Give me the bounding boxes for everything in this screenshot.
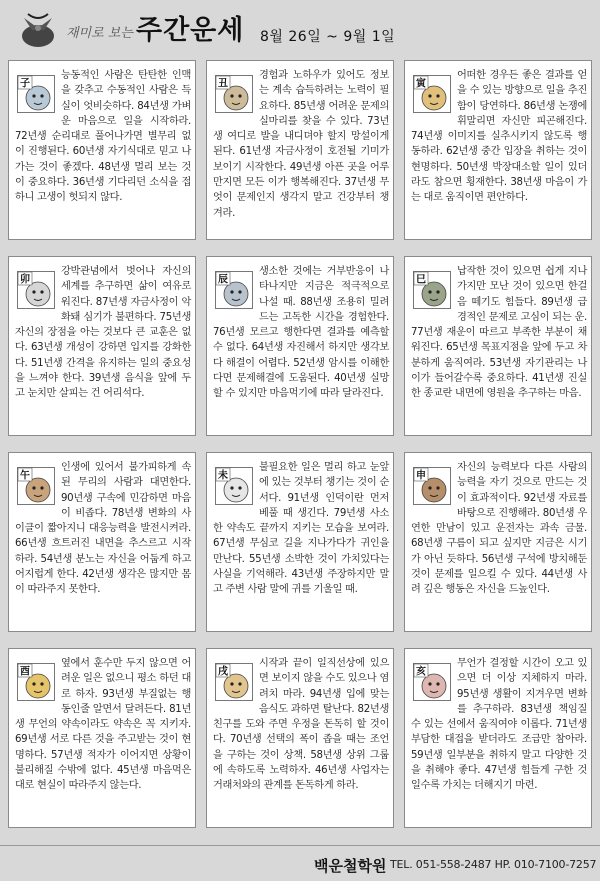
fortune-text: [15, 68, 191, 206]
fortune-card-tiger: [404, 60, 592, 240]
header: [0, 0, 600, 58]
fortune-pouch-icon: [14, 6, 62, 50]
fortune-text: [411, 264, 587, 402]
fortune-body: 생소한 것에는 거부반응이 나타나지만 지금은 적극적으로 나설 때. 88년생 조용히 밀려드는 고독한 시간을 경험한다. 76년생 모르고 행한다면 결과를 예측할 수 없다. 64년생 자진해서 하지만 생각보다 해결이 어렵다. 52년생 암시를 이해한다면 문제해결에 도움된다. 40년생 실망할 수 있지만 마음먹기에 따라 달라진다.: [213, 266, 389, 400]
footer-contact: TEL. 051-558-2487 HP. 010-7100-7257: [390, 858, 597, 871]
fortune-card-snake: [404, 256, 592, 436]
zodiac-label: 未: [218, 470, 228, 482]
zodiac-label: 丑: [218, 78, 228, 90]
fortune-card-rat: [8, 60, 196, 240]
fortune-body: 납작한 것이 있으면 쉽게 지나가지만 모난 것이 있으면 한걸음 떼기도 힘들다. 89년생 급경적인 문제로 고심이 되는 운. 77년생 재운이 따르고 부족한 부분이 채워진다. 65년생 목표지점을 앞에 두고 차분하게 움직여라. 53년생 자기관리는 나이가 들어갈수록 중요하다. 41년생 진실한 종교란 내면에 영원을 추구하는 마음.: [411, 266, 587, 400]
fortune-card-rabbit: [8, 256, 196, 436]
fortune-text: [411, 656, 587, 794]
fortune-text: [213, 264, 389, 402]
fortune-text: [213, 68, 389, 221]
fortune-body: 강박관념에서 벗어나 자신의 세계를 추구하면 삶이 여유로워진다. 87년생 자금사정이 악화돼 심기가 불편하다. 75년생 자신의 장점을 아는 것보다 큰 교훈은 없다. 63년생 개성이 강하면 입지를 강화한다. 51년생 간격을 유지하는 일의 중요성을 느껴야 한다. 39년생 음식을 앞에 두고 눈치만 살피는 건 어리석다.: [15, 266, 191, 400]
fortune-body: 옆에서 훈수만 두지 않으면 어려운 일은 없으니 평소 하던 대로 하자. 93년생 부질없는 행동인줄 알면서 달려든다. 81년생 무언의 약속이라도 약속은 꼭 지키자. 69년생 서로 다른 것을 주고받는 것이 현명하다. 57년생 적자가 이어지면 상황이 불리해질 수밖에 없다. 45년생 마음먹은 대로 현실이 따라주지 않는다.: [15, 658, 191, 792]
fortune-card-sheep: [206, 452, 394, 632]
fortune-text: [411, 460, 587, 598]
fortune-body: 자신의 능력보다 다른 사람의 능력을 자기 것으로 만드는 것이 효과적이다. 92년생 자료를 바탕으로 진행해라. 80년생 우연한 만남이 있고 운전자는 과속 금물. 68년생 구름이 되고 싶지만 지금은 시기가 아닌 듯하다. 56년생 구석에 방치해둔 것이 문제를 일으킬 수 있다. 44년생 사려 깊은 행동은 자신을 드높인다.: [411, 462, 587, 596]
fortune-card-dragon: [206, 256, 394, 436]
fortune-body: 인생에 있어서 불가피하게 속된 무리의 사람과 대면한다. 90년생 구속에 민감하면 마음이 비좁다. 78년생 변화의 사이클이 짧아지니 대응능력을 발전시켜라. 66년생 흐트러진 내면을 추스르고 시작하라. 54년생 분노는 자신을 어둡게 하고 어지럽게 한다. 42년생 생각은 많지만 몸이 따라주지 못한다.: [15, 462, 191, 596]
fortune-body: 경험과 노하우가 있어도 정보는 계속 습득하려는 노력이 필요하다. 85년생 어려운 문제의 실마리를 찾을 수 있다. 73년생 여디로 발을 내디뎌야 할지 망설이게 된다. 61년생 자금사정이 호전될 기미가 보이기 시작한다. 49년생 아픈 곳을 어루만지면 모든 이가 행복해진다. 37년생 무엇이 문제인지 생각지 말고 건강부터 챙겨라.: [213, 70, 389, 219]
header-subtitle: 재미로 보는: [66, 26, 133, 41]
zodiac-label: 酉: [20, 666, 30, 678]
footer-divider: [0, 845, 600, 846]
zodiac-label: 亥: [416, 666, 426, 678]
zodiac-label: 戌: [218, 666, 228, 678]
zodiac-label: 午: [20, 470, 30, 482]
zodiac-label: 寅: [416, 78, 426, 90]
zodiac-label: 辰: [218, 274, 228, 286]
fortune-body: 불필요한 일은 멀리 하고 눈앞에 있는 것부터 챙기는 것이 순서다. 91년생 인덕이란 먼저 베풀 때 생긴다. 79년생 사소한 약속도 끝까지 지키는 모습을 보여라. 67년생 무심코 길을 지나가다가 귀인을 만난다. 55년생 소박한 것이 가치있다는 사실을 기억해라. 43년생 주장하지만 말고 주변 사람 말에 귀를 기울일 때.: [213, 462, 389, 596]
zodiac-label: 子: [20, 78, 30, 90]
fortune-card-monkey: [404, 452, 592, 632]
fortune-body: 무언가 결정할 시간이 오고 있으면 더 이상 지체하지 마라. 95년생 생활이 지겨우면 변화를 추구하라. 83년생 책임질 수 있는 선에서 움직여야 이롭다. 71년생 부담한 대접을 받더라도 조급만 참아라. 59년생 일부분을 취하지 말고 다양한 것을 취해야 좋다. 47년생 힘들게 구한 것일수록 가치는 더해지기 마련.: [411, 658, 587, 792]
fortune-text: [213, 656, 389, 794]
fortune-body: 능동적인 사람은 탄탄한 인맥을 갖추고 수동적인 사람은 득실이 엇비슷하다. 84년생 가벼운 마음으로 일을 시작하라. 72년생 순리대로 풀어나가면 별무리 없이 진행된다. 60년생 자기식대로 믿고 나가는 것이 좋겠다. 48년생 멀리 보는 것이 중요하다. 36년생 기다리던 소식을 접하니 고생이 헛되지 않다.: [15, 70, 191, 204]
fortune-body: 시작과 끝이 일직선상에 있으면 보이지 않을 수도 있으나 염려치 마라. 94년생 입에 맞는 음식도 과하면 탈난다. 82년생 친구를 도와 주면 우정을 돈독히 할 것이다. 70년생 선택의 폭이 좁을 때는 조언을 구하는 것이 상책. 58년생 상위 그룹에 속하도록 노력하자. 46년생 사업자는 거래처와의 관계를 돈독하게 하라.: [213, 658, 389, 792]
footer: [0, 843, 600, 881]
fortune-text: [15, 656, 191, 794]
zodiac-label: 巳: [416, 274, 426, 286]
zodiac-label: 卯: [20, 274, 30, 286]
date-range: 8월 26일 ~ 9월 1일: [260, 29, 396, 45]
fortune-card-ox: [206, 60, 394, 240]
fortune-text: [411, 68, 587, 206]
page-title: 주간운세: [136, 15, 245, 46]
fortune-text: [213, 460, 389, 598]
fortune-text: [15, 460, 191, 598]
fortune-text: [15, 264, 191, 402]
footer-name: 백운철학원: [314, 857, 387, 875]
fortune-body: 어떠한 경우든 좋은 결과를 얻을 수 있는 방향으로 일을 추진함이 당연하다. 86년생 논쟁에 휘말리면 자신만 피곤해진다. 74년생 이미지를 실추시키지 않도록 행동하라. 62년생 중간 입장을 취하는 것이 현명하다. 50년생 박장대소할 일이 있더라도 참으면 횡재한다. 38년생 마음이 가는 대로 움직이면 편안하다.: [411, 70, 587, 204]
fortune-card-rooster: [8, 648, 196, 828]
fortune-grid: [8, 60, 592, 835]
fortune-card-pig: [404, 648, 592, 828]
zodiac-label: 申: [416, 470, 426, 482]
fortune-card-horse: [8, 452, 196, 632]
fortune-card-dog: [206, 648, 394, 828]
